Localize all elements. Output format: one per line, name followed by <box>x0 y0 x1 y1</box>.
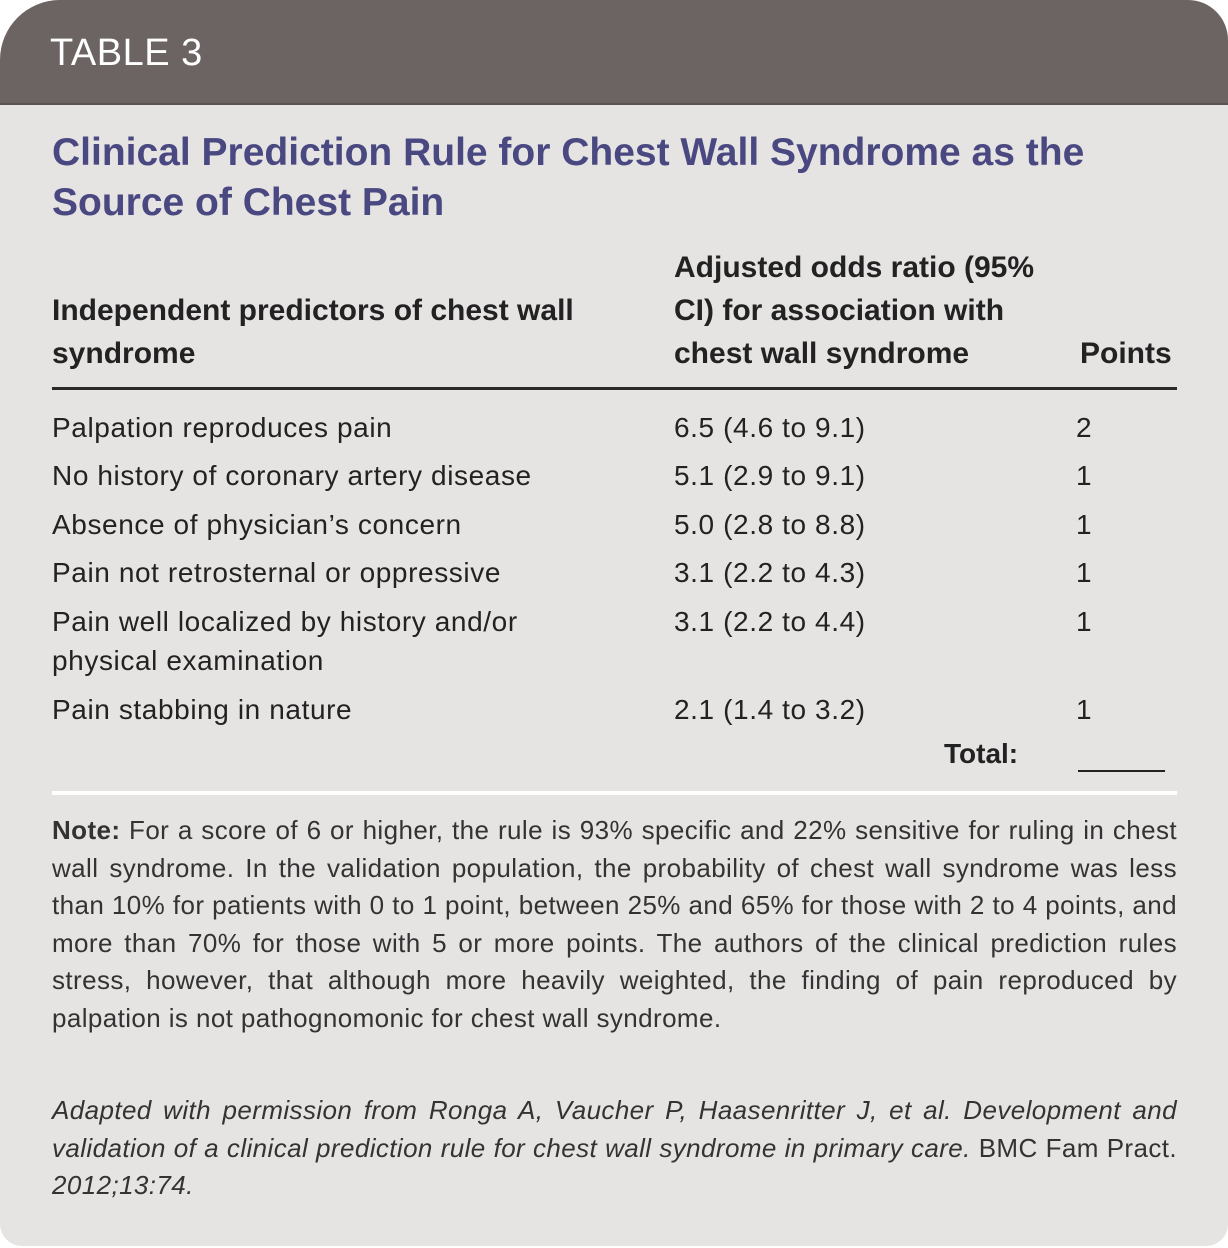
row-odds-ratio: 6.5 (4.6 to 9.1) <box>674 412 866 443</box>
table-label: TABLE 3 <box>50 32 203 74</box>
row-odds-ratio: 2.1 (1.4 to 3.2) <box>674 694 866 725</box>
note-text: For a score of 6 or higher, the rule is 93% specific and 22% sensitive for ruling in chest wall syndrome. In the validation population, the probability of chest wall syndrome was less than 10% for patients with 0 to 1 point, between 25% and 65% for those with 2 to 4 points, and more than 70% for those with 5 or more points. The authors of the clinical prediction rules stress, however, that although more heavily weighted, the finding of pain reproduced by palpation is not pathognomonic for chest wall syndrome. <box>52 815 1177 1033</box>
row-predictor: Palpation reproduces pain <box>52 412 393 443</box>
column-header-points: Points <box>1080 337 1172 370</box>
row-predictor: Pain not retrosternal or oppressive <box>52 557 501 588</box>
row-odds-ratio: 5.0 (2.8 to 8.8) <box>674 509 866 540</box>
column-header-predictor: Independent predictors of chest wall syndrome <box>52 294 574 370</box>
row-predictor: Pain well localized by history and/or physical examination <box>52 606 518 676</box>
row-odds-ratio: 3.1 (2.2 to 4.4) <box>674 606 866 637</box>
footer-divider <box>52 791 1177 795</box>
citation-text: Adapted with permission from Ronga A, Vaucher P, Haasenritter J, et al. Development and validation of a clinical prediction rule for chest wall syndrome in primary care. <box>52 1095 1177 1163</box>
row-odds-ratio: 5.1 (2.9 to 9.1) <box>674 460 866 491</box>
citation-journal: BMC Fam Pract. <box>970 1132 1177 1163</box>
column-header-odds-ratio: Adjusted odds ratio (95% CI) for association with chest wall syndrome <box>674 251 1035 370</box>
row-points: 1 <box>1076 509 1093 540</box>
row-points: 1 <box>1076 557 1093 588</box>
row-points: 1 <box>1076 606 1093 637</box>
table-note <box>52 812 1177 1038</box>
row-predictor: No history of coronary artery disease <box>52 460 532 491</box>
source-citation <box>52 1092 1177 1205</box>
note-label: Note: <box>52 815 121 845</box>
row-predictor: Absence of physician’s concern <box>52 509 462 540</box>
row-points: 1 <box>1076 694 1093 725</box>
citation-year: 2012;13:74. <box>52 1170 194 1201</box>
table-title: Clinical Prediction Rule for Chest Wall Syndrome as the Source of Chest Pain <box>52 131 1085 224</box>
row-points: 1 <box>1076 460 1093 491</box>
row-predictor: Pain stabbing in nature <box>52 694 353 725</box>
row-points: 2 <box>1076 412 1093 443</box>
table-label-bar <box>0 0 1228 105</box>
row-odds-ratio: 3.1 (2.2 to 4.3) <box>674 557 866 588</box>
header-rule <box>52 387 1177 390</box>
total-blank-line <box>1078 770 1165 772</box>
total-label: Total: <box>944 738 1019 769</box>
